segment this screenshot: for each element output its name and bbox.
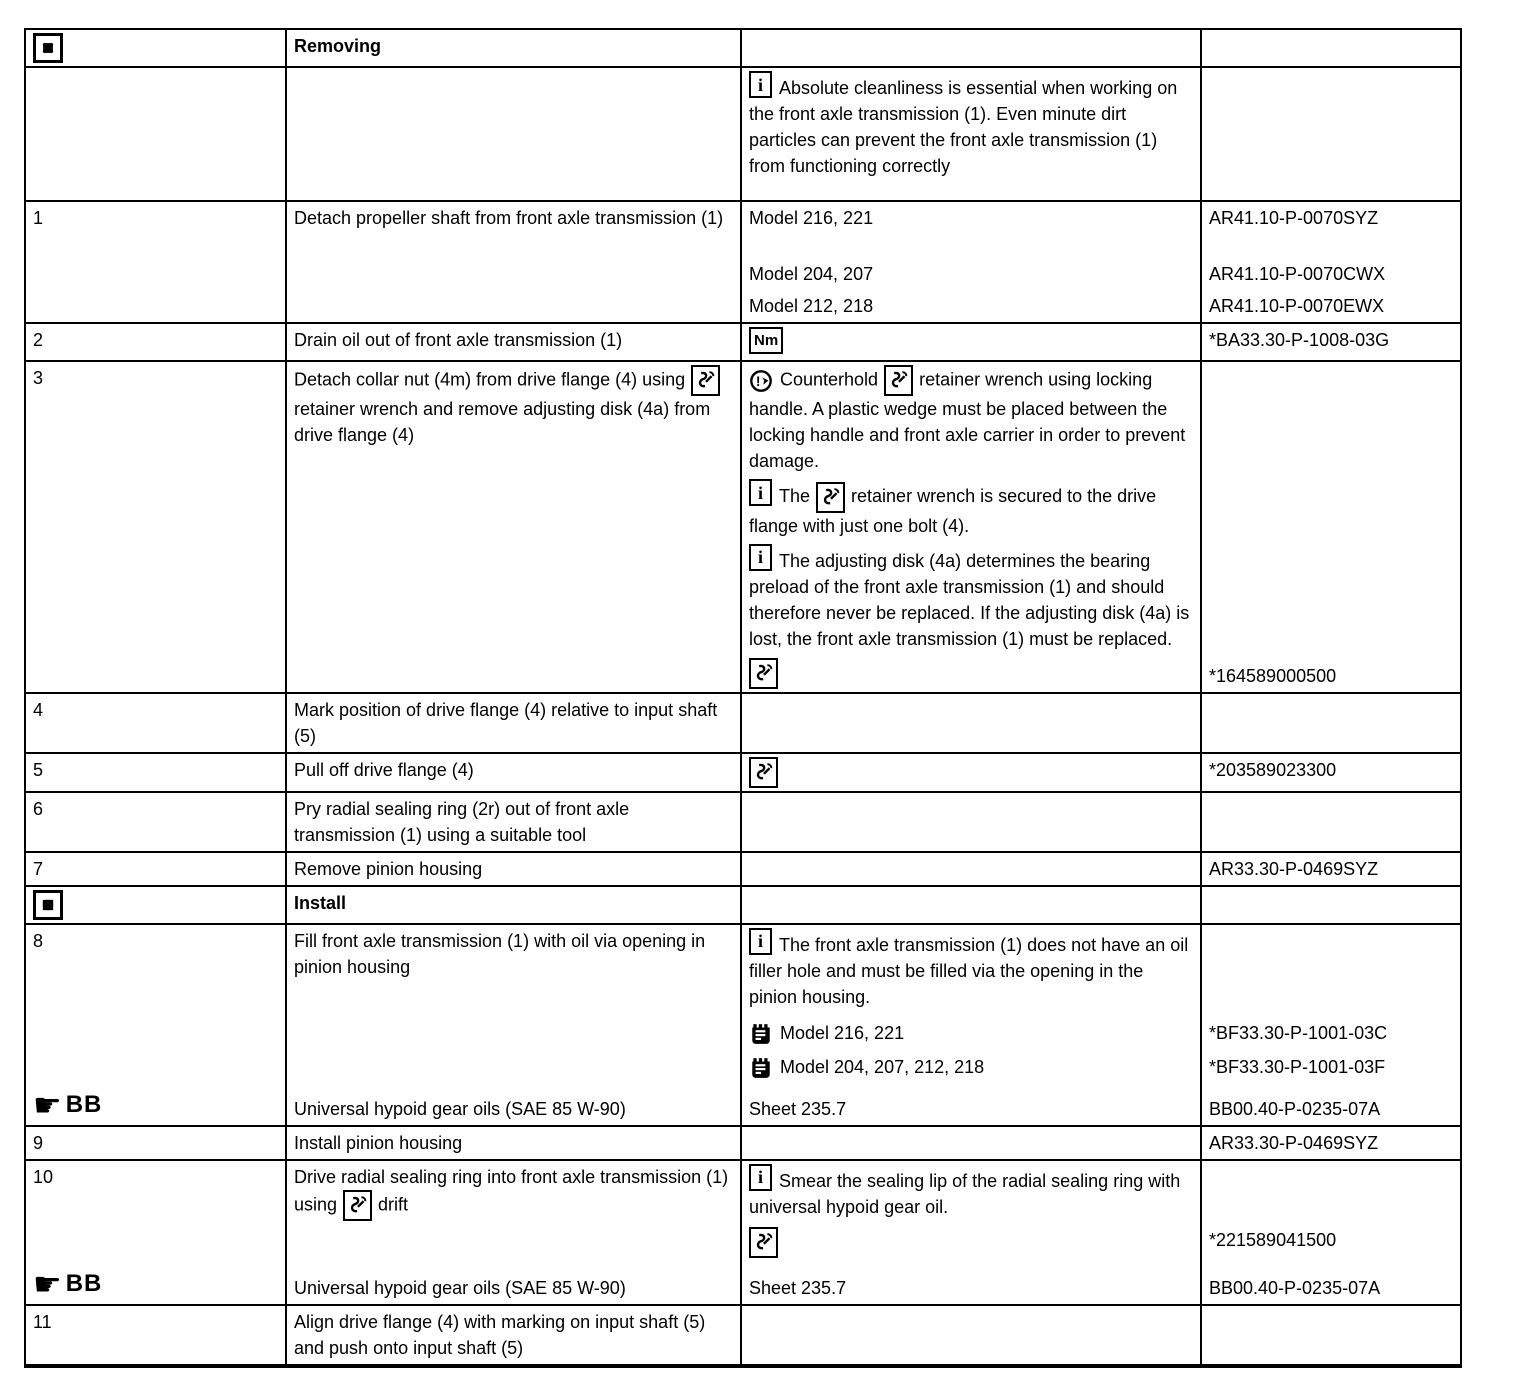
document-code[interactable]: *BF33.30-P-1001-03F: [1209, 1056, 1386, 1077]
empty-cell: [285, 1224, 740, 1264]
document-code[interactable]: AR33.30-P-0469SYZ: [1209, 858, 1379, 879]
code-cell: [1200, 258, 1460, 290]
bb-cell: [26, 1264, 285, 1304]
instruction-text: Fill front axle transmission (1) with oil via opening in pinion housing: [294, 930, 706, 977]
model-text: Model 212, 218: [749, 296, 874, 316]
special-tool-icon: [691, 365, 720, 396]
tool-number[interactable]: *203589023300: [1209, 759, 1337, 780]
instruction-cell: [285, 925, 740, 1017]
code-cell: [1200, 655, 1460, 692]
step-cell: [26, 1161, 285, 1224]
step-cell: [26, 754, 285, 791]
instruction-segment: Drive radial sealing ring into front axle transmission (1) using: [294, 1166, 729, 1214]
instruction-segment: retainer wrench and remove adjusting disk (4a) from drive flange (4): [294, 399, 711, 445]
exclamation-glyph: !: [755, 372, 761, 389]
code-cell: [1200, 1085, 1460, 1125]
step-cell: [26, 1306, 285, 1364]
procedure-table: [24, 28, 1462, 1368]
caution-circle-icon: [749, 369, 773, 393]
instruction-text: Remove pinion housing: [294, 858, 483, 879]
instruction-cell: [285, 1127, 740, 1159]
empty-cell: [1200, 793, 1460, 851]
instruction-text: Pry radial sealing ring (2r) out of front axle transmission (1) using a suitable tool: [294, 798, 630, 845]
instruction-text: [294, 1164, 733, 1221]
note-segment: Counterhold: [780, 369, 879, 390]
empty-cell: [740, 30, 1200, 66]
empty-cell: [285, 655, 740, 692]
step-number: 8: [33, 930, 44, 951]
empty-cell: [740, 887, 1200, 923]
table-row-step-11: [26, 1304, 1460, 1364]
document-code[interactable]: *BF33.30-P-1001-03C: [1209, 1022, 1388, 1043]
oil-canister-icon: [749, 1023, 773, 1045]
instruction-cell: [285, 793, 740, 851]
step-number: 2: [33, 330, 44, 350]
empty-cell: [1200, 362, 1460, 655]
notes-cell: [740, 68, 1200, 200]
note-paragraph: [749, 544, 1193, 652]
special-tool-icon: [816, 482, 845, 513]
step-cell: [26, 324, 285, 360]
special-tool-icon: [749, 757, 778, 788]
notes-cell: [740, 258, 1200, 290]
step-cell: [26, 1127, 285, 1159]
fluid-spec-text: Universal hypoid gear oils (SAE 85 W-90): [294, 1098, 626, 1119]
document-code[interactable]: AR41.10-P-0070EWX: [1209, 296, 1385, 316]
notes-cell: [740, 925, 1200, 1017]
info-icon: i: [749, 928, 772, 955]
section-title-install: Install: [285, 887, 740, 923]
bb-label: BB: [65, 1269, 103, 1297]
empty-cell: [1200, 694, 1460, 752]
instruction-text: Align drive flange (4) with marking on input shaft (5) and push onto input shaft (5): [294, 1311, 706, 1358]
empty-cell: [740, 853, 1200, 885]
code-cell: [1200, 1224, 1460, 1264]
code-cell: [1200, 202, 1460, 258]
empty-cell: [740, 1127, 1200, 1159]
instruction-cell: [285, 362, 740, 655]
model-text: Model 216, 221: [780, 1022, 905, 1043]
notes-cell: [740, 1051, 1200, 1085]
code-cell: [1200, 754, 1460, 791]
note-text: The adjusting disk (4a) determines the bearing preload of the front axle transmission (1) and should therefore never be replaced. If the adjusting disk (4a) is lost, the front axle transmission (1) must be replaced.: [749, 550, 1190, 649]
empty-cell: [26, 290, 285, 322]
table-row-step-9: [26, 1125, 1460, 1159]
empty-cell: [26, 68, 285, 200]
empty-cell: [740, 793, 1200, 851]
empty-cell: [26, 1017, 285, 1051]
notes-cell: [740, 655, 1200, 692]
table-row-step-4: [26, 692, 1460, 752]
step-number: 5: [33, 759, 44, 780]
instruction-segment: drift: [378, 1194, 409, 1214]
expand-arrows-icon[interactable]: [33, 33, 63, 63]
sheet-text: Sheet 235.7: [749, 1277, 847, 1298]
note-paragraph: [749, 1164, 1193, 1220]
tool-number[interactable]: *164589000500: [1209, 665, 1337, 686]
step-number: 6: [33, 798, 44, 819]
instruction-text: Detach propeller shaft from front axle transmission (1): [294, 208, 724, 228]
step-number: 9: [33, 1132, 44, 1153]
info-icon: i: [749, 1164, 772, 1191]
section-title-removing: Removing: [285, 30, 740, 66]
special-tool-icon: [343, 1190, 372, 1221]
instruction-cell: [285, 853, 740, 885]
tool-number[interactable]: *221589041500: [1209, 1229, 1337, 1250]
empty-cell: [1200, 1161, 1460, 1224]
instruction-cell: [285, 754, 740, 791]
empty-cell: [285, 1017, 740, 1051]
torque-nm-icon: Nm: [749, 327, 783, 354]
step-cell: [26, 793, 285, 851]
code-cell: [1200, 324, 1460, 360]
step-cell: [26, 362, 285, 655]
table-row-step-3: [26, 360, 1460, 692]
empty-cell: [285, 1051, 740, 1085]
section-toggle-cell: [26, 30, 285, 66]
note-text: Smear the sealing lip of the radial sealing ring with universal hypoid gear oil.: [749, 1170, 1181, 1217]
step-number: 4: [33, 699, 44, 720]
empty-cell: [26, 258, 285, 290]
notes-cell: [740, 1017, 1200, 1051]
fluid-spec-cell: [285, 1085, 740, 1125]
empty-cell: [285, 290, 740, 322]
empty-cell: [26, 1224, 285, 1264]
code-cell: [1200, 1264, 1460, 1304]
instruction-text: Drain oil out of front axle transmission (1): [294, 330, 623, 350]
instruction-text: [294, 365, 733, 448]
table-row-step-6: [26, 791, 1460, 851]
pointing-hand-icon: ☛: [33, 1085, 62, 1124]
empty-cell: [1200, 68, 1460, 200]
note-paragraph: [749, 479, 1193, 539]
note-text: The front axle transmission (1) does not have an oil filler hole and must be filled via the opening in the pinion housing.: [749, 934, 1189, 1007]
empty-cell: [26, 655, 285, 692]
table-row-step-2: [26, 322, 1460, 360]
instruction-segment: Detach collar nut (4m) from drive flange (4) using: [294, 369, 686, 390]
empty-cell: [1200, 925, 1460, 1017]
code-cell: [1200, 1051, 1460, 1085]
model-text: Model 204, 207: [749, 264, 874, 284]
info-icon: i: [749, 544, 772, 571]
instruction-cell: [285, 1306, 740, 1364]
empty-cell: [26, 1051, 285, 1085]
empty-cell: [740, 1306, 1200, 1364]
notes-cell: [740, 290, 1200, 322]
step-cell: [26, 202, 285, 258]
instruction-cell: [285, 1161, 740, 1224]
fluid-spec-text: Universal hypoid gear oils (SAE 85 W-90): [294, 1277, 626, 1298]
notes-cell: [740, 324, 1200, 360]
notes-cell: [740, 754, 1200, 791]
note-paragraph: [749, 71, 1193, 179]
table-row-info: [26, 66, 1460, 200]
bb-cell: [26, 1085, 285, 1125]
instruction-text: Mark position of drive flange (4) relative to input shaft (5): [294, 699, 718, 746]
instruction-cell: [285, 694, 740, 752]
note-segment: retainer wrench is secured to the drive flange with just one bolt (4).: [749, 486, 1157, 536]
model-text: Model 216, 221: [749, 208, 874, 228]
bb-label: BB: [65, 1090, 103, 1118]
note-paragraph: [749, 365, 1193, 474]
step-number: 1: [33, 208, 44, 228]
empty-cell: [740, 694, 1200, 752]
notes-cell: [740, 362, 1200, 655]
collapse-arrows-icon[interactable]: [33, 890, 63, 920]
document-code[interactable]: *BA33.30-P-1008-03G: [1209, 330, 1390, 350]
empty-cell: [1200, 887, 1460, 923]
step-cell: [26, 853, 285, 885]
notes-cell: [740, 202, 1200, 258]
step-number: 3: [33, 368, 44, 388]
document-code[interactable]: AR41.10-P-0070CWX: [1209, 264, 1386, 284]
fluid-spec-cell: [285, 1264, 740, 1304]
table-row-install-header: [26, 885, 1460, 923]
model-text: Model 204, 207, 212, 218: [780, 1056, 985, 1077]
notes-cell: [740, 1161, 1200, 1224]
code-cell: [1200, 1127, 1460, 1159]
step-cell: [26, 925, 285, 1017]
sheet-cell: [740, 1264, 1200, 1304]
document-code[interactable]: AR33.30-P-0469SYZ: [1209, 1132, 1379, 1153]
note-paragraph: [749, 928, 1193, 1010]
table-row-step-5: [26, 752, 1460, 791]
code-cell: [1200, 853, 1460, 885]
oil-canister-icon: [749, 1057, 773, 1079]
table-row-step-8: [26, 923, 1460, 1125]
note-segment: retainer wrench using locking handle. A plastic wedge must be placed between the locking handle and front axle carrier in order to prevent damage.: [749, 369, 1186, 471]
document-code[interactable]: AR41.10-P-0070SYZ: [1209, 208, 1379, 228]
table-row-step-1: [26, 200, 1460, 322]
info-icon: i: [749, 479, 772, 506]
step-cell: [26, 694, 285, 752]
instruction-text: Pull off drive flange (4): [294, 759, 474, 780]
code-cell: [1200, 1017, 1460, 1051]
notes-cell: [740, 1224, 1200, 1264]
instruction-cell: [285, 202, 740, 258]
table-row-removing-header: [26, 30, 1460, 66]
info-icon: i: [749, 71, 772, 98]
empty-cell: [1200, 30, 1460, 66]
empty-cell: [1200, 1306, 1460, 1364]
step-number: 11: [33, 1311, 52, 1332]
note-segment: The: [779, 486, 811, 506]
sheet-cell: [740, 1085, 1200, 1125]
document-code[interactable]: BB00.40-P-0235-07A: [1209, 1098, 1381, 1119]
pointing-hand-icon: ☛: [33, 1264, 62, 1303]
step-number: 7: [33, 858, 44, 879]
section-toggle-cell: [26, 887, 285, 923]
special-tool-icon: [884, 365, 913, 396]
instruction-cell: [285, 324, 740, 360]
code-cell: [1200, 290, 1460, 322]
note-text: Absolute cleanliness is essential when working on the front axle transmission (1). Even minute dirt particles can prevent the front axle transmission (1) from functioning correctly: [749, 78, 1178, 176]
instruction-text: Install pinion housing: [294, 1132, 463, 1153]
sheet-text: Sheet 235.7: [749, 1098, 847, 1119]
document-code[interactable]: BB00.40-P-0235-07A: [1209, 1277, 1381, 1298]
empty-cell: [285, 258, 740, 290]
special-tool-icon: [749, 1227, 778, 1258]
special-tool-icon: [749, 658, 778, 689]
table-row-step-10: [26, 1159, 1460, 1304]
table-row-step-7: [26, 851, 1460, 885]
step-number: 10: [33, 1166, 54, 1187]
empty-cell: [285, 68, 740, 200]
